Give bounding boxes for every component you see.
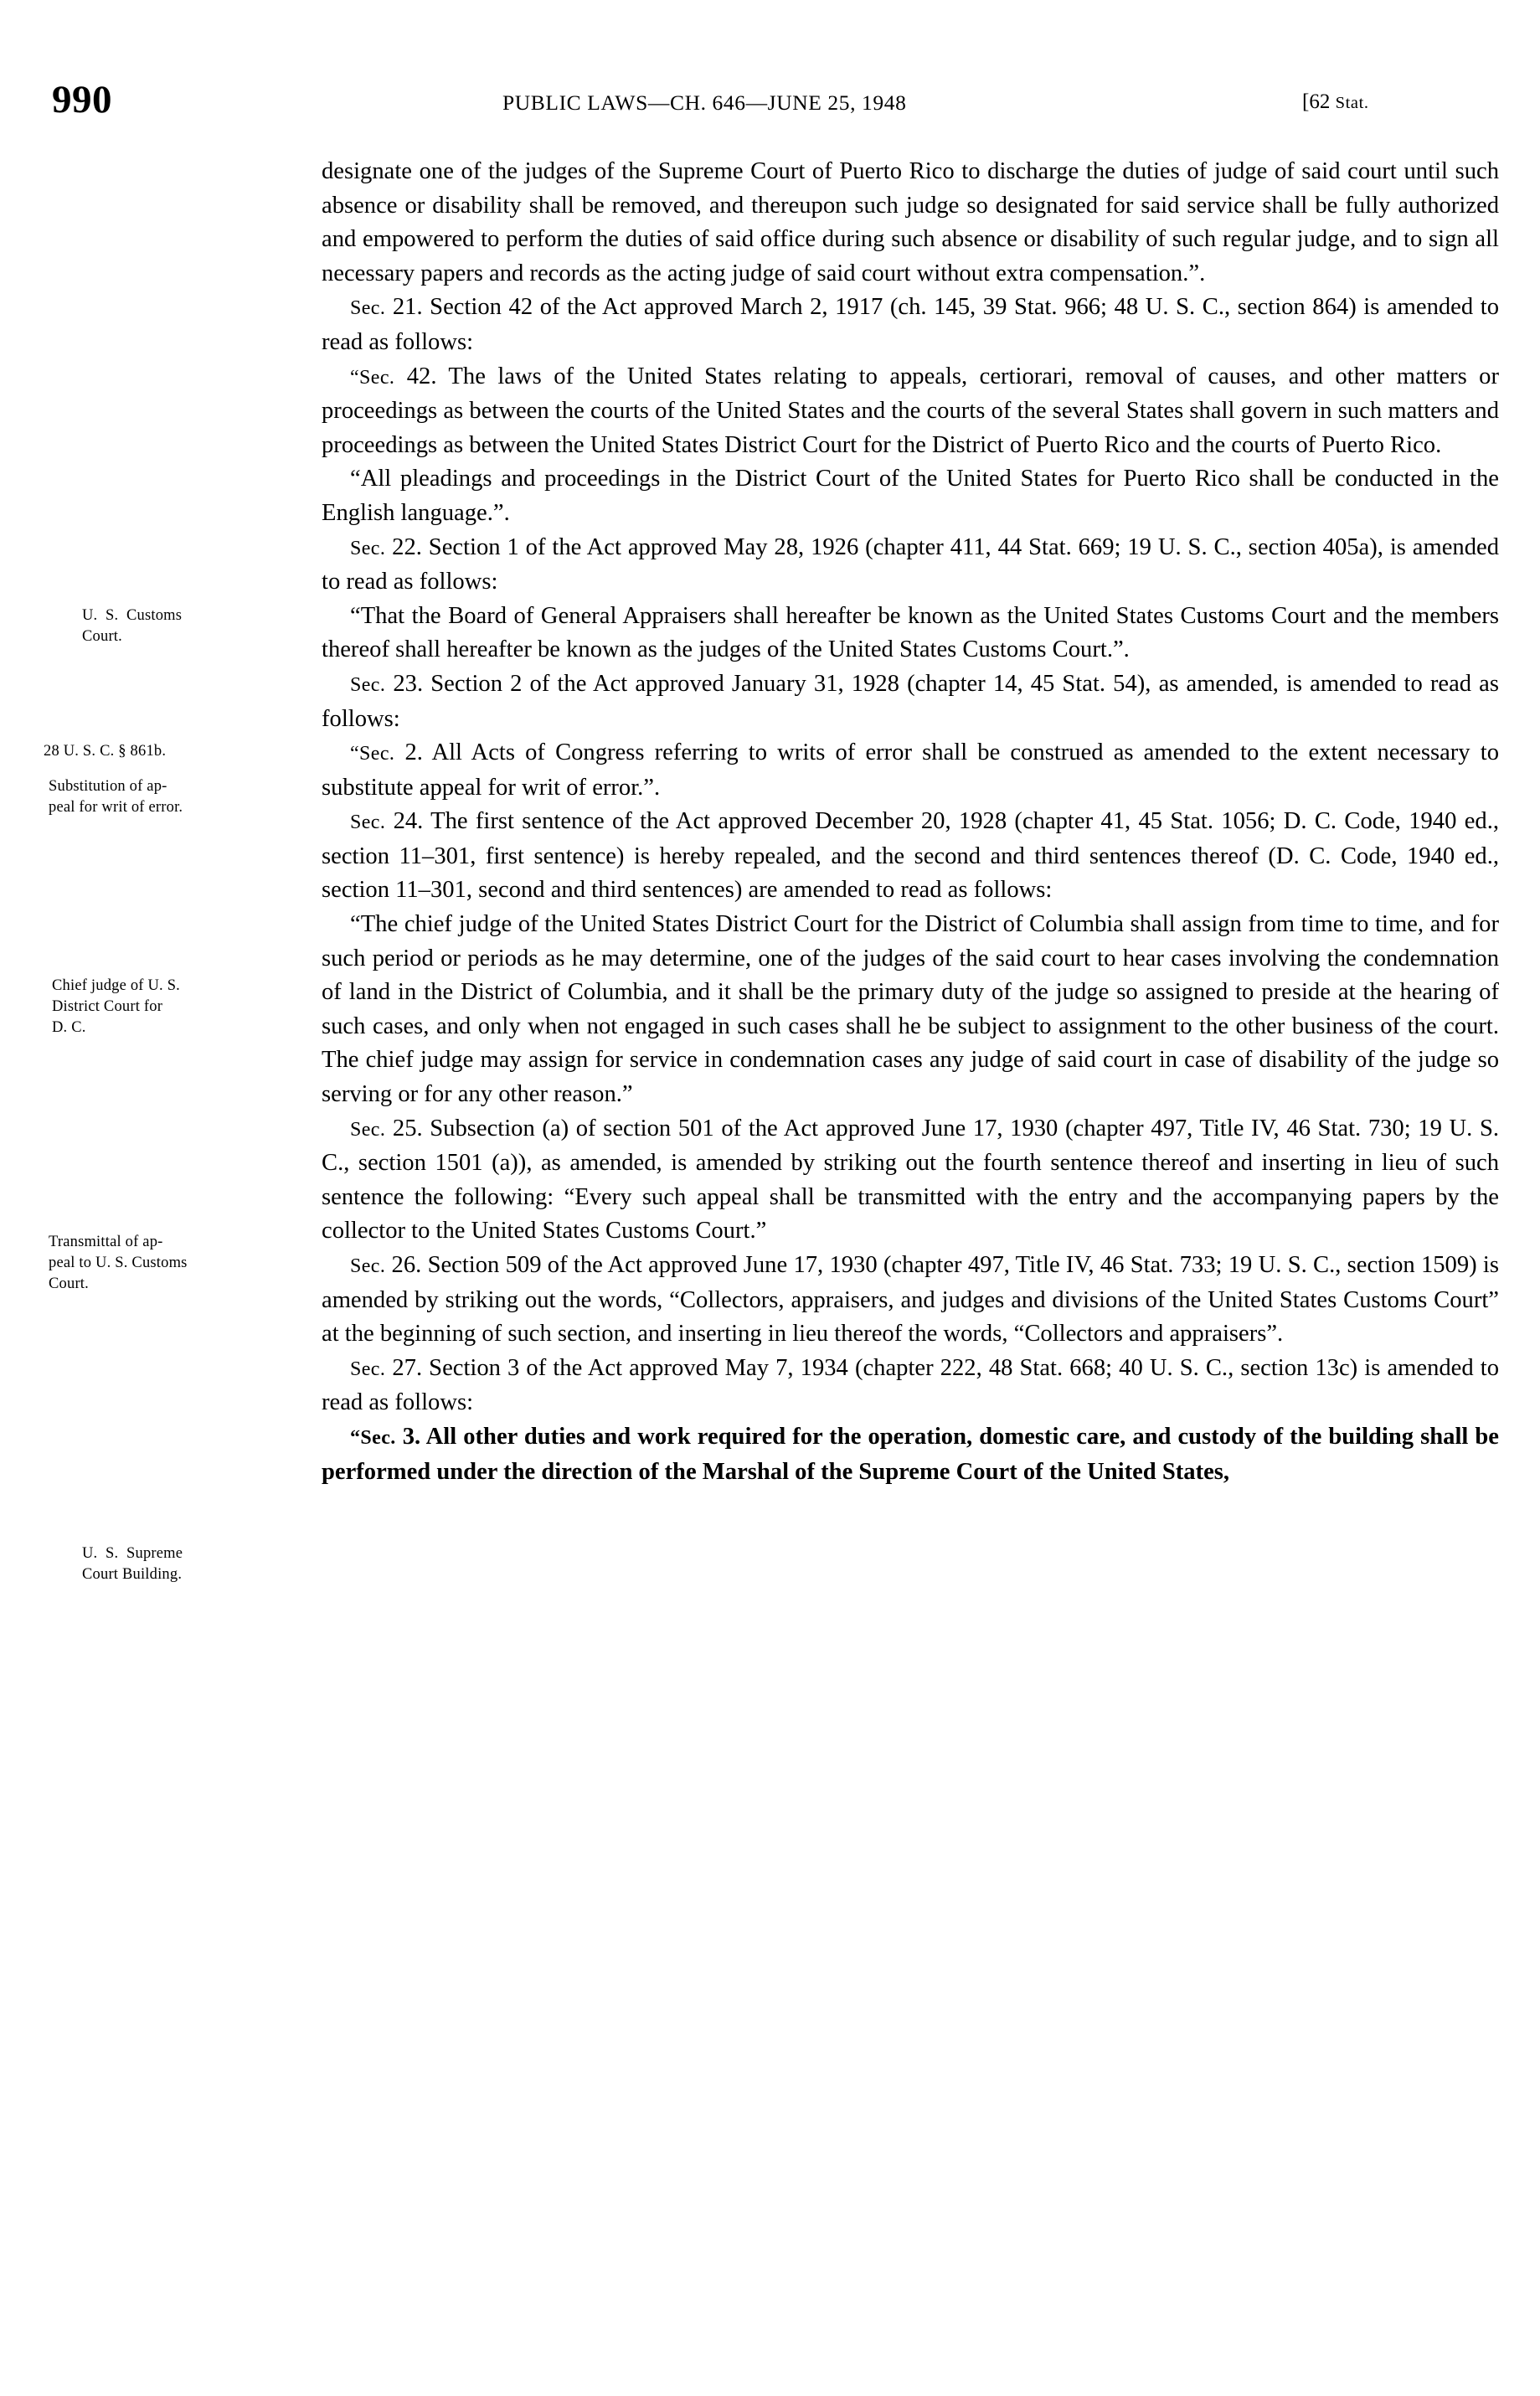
paragraph-sec-42-quote <box>322 360 1499 463</box>
section-label: Sec. <box>350 812 386 834</box>
running-head-text: PUBLIC LAWS—CH. 646—JUNE 25, 1948 <box>502 90 907 115</box>
sidenote-usc-citation <box>0 741 285 762</box>
paragraph-pleadings-english <box>322 462 1499 530</box>
section-label: Sec. <box>350 297 386 320</box>
paragraph-designate-judges <box>322 155 1499 291</box>
paragraph-text: 26. Section 509 of the Act approved June 17, 1930 (chapter 497, Title IV, 46 Stat. 733; 19 U. S. C., section 1509) is amended by striking out the words, “Collectors, appraisers, and judges and divisions of the United States Customs Court” at the beginning of such section, and inserting in lieu thereof the words, “Collectors and appraisers”. <box>322 1252 1499 1347</box>
paragraph-board-general-appraisers <box>322 600 1499 667</box>
paragraph-sec-26 <box>322 1249 1499 1352</box>
margin-note-line: Court Building. <box>82 1566 183 1583</box>
sidenote-substitution-of-appeal <box>0 776 285 818</box>
margin-note-line: Chief judge of U. S. <box>52 977 181 994</box>
paragraph-text: 23. Section 2 of the Act approved January 31, 1928 (chapter 14, 45 Stat. 54), as amended, is amended to read as follows: <box>322 670 1499 732</box>
margin-note-line: Court. <box>82 628 122 645</box>
running-head <box>502 90 906 116</box>
paragraph-text: “All pleadings and proceedings in the District Court of the United States for Puerto Rico shall be conducted in the English language.”. <box>322 466 1499 526</box>
page-header <box>0 77 1540 127</box>
sidenote-us-customs-court <box>0 605 285 647</box>
paragraph-text: 25. Subsection (a) of section 501 of the Act approved June 17, 1930 (chapter 497, Title IV, 46 Stat. 730; 19 U. S. C., section 1501 (a)), as amended, is amended by striking out the fourth sentence thereof and inserting in lieu of such sentence the following: “Every such appeal shall be transmitted with the entry and the accompanying papers by the collector to the United States Customs Court.” <box>322 1115 1499 1244</box>
paragraph-text: 24. The first sentence of the Act approved December 20, 1928 (chapter 41, 45 Stat. 1056; D. C. Code, 1940 ed., section 11–301, first sentence) is hereby repealed, and the second and third sentences thereof (D. C. Code, 1940 ed., section 11–301, second and third sentences) are amended to read as follows: <box>322 808 1499 904</box>
paragraph-text: designate one of the judges of the Supreme Court of Puerto Rico to discharge the duties of judge of said court until such absence or disability shall be removed, and thereupon such judge so designated for said service shall be fully authorized and empowered to perform the duties of said office during such absence or disability of such regular judge, and to sign all necessary papers and records as the acting judge of said court without extra compensation.”. <box>322 158 1499 286</box>
paragraph-chief-judge-condemnation <box>322 908 1499 1112</box>
paragraph-sec-2-quote <box>322 736 1499 805</box>
margin-note-line: U. S. Supreme <box>82 1545 183 1562</box>
paragraph-sec-3-quote <box>322 1420 1499 1489</box>
sidenote-transmittal-of-appeal <box>0 1232 285 1295</box>
section-label: Sec. <box>350 673 386 696</box>
section-label: “Sec. <box>350 1426 396 1449</box>
paragraph-text: 27. Section 3 of the Act approved May 7, 1934 (chapter 222, 48 Stat. 668; 40 U. S. C., section 13c) is amended to read as follows: <box>322 1354 1499 1416</box>
paragraph-sec-23 <box>322 667 1499 736</box>
paragraph-sec-21 <box>322 291 1499 359</box>
margin-note-line: 28 U. S. C. § 861b. <box>44 743 167 760</box>
margin-note-line: District Court for <box>52 998 163 1015</box>
section-label: Sec. <box>350 1358 386 1380</box>
paragraph-text: 3. All other duties and work required for the operation, domestic care, and custody of the building shall be performed under the direction of the Marshal of the Supreme Court of the United States, <box>322 1423 1499 1485</box>
paragraph-sec-25 <box>322 1112 1499 1249</box>
section-label: “Sec. <box>350 743 395 765</box>
margin-note-line: Transmittal of ap- <box>49 1234 163 1250</box>
section-label: Sec. <box>350 537 386 559</box>
margin-note-line: peal to U. S. Customs <box>49 1255 188 1271</box>
section-label: “Sec. <box>350 366 395 389</box>
paragraph-text: 2. All Acts of Congress referring to writs of error shall be construed as amended to the extent necessary to substitute appeal for writ of error.”. <box>322 739 1499 801</box>
sidenote-supreme-court-building <box>0 1543 285 1585</box>
paragraph-text: “That the Board of General Appraisers shall hereafter be known as the United States Customs Court and the members thereof shall hereafter be known as the judges of the United States Customs Court.”. <box>322 602 1499 663</box>
stat-ref-label: Stat. <box>1335 94 1369 112</box>
paragraph-text: “The chief judge of the United States District Court for the District of Columbia shall assign from time to time, and for such period or periods as he may determine, one of the judges of the said court to hear cases involving the condemnation of land in the District of Columbia, and it shall be the primary duty of the judge so assigned to preside at the hearing of such cases, and only when not engaged in such cases shall he be subject to assignment to the other business of the court. The chief judge may assign for service in condemnation cases any judge of said court in case of disability of the judge so serving or for any other reason.” <box>322 911 1499 1108</box>
sidenote-chief-judge-dc <box>0 976 285 1038</box>
page-number: 990 <box>52 78 112 121</box>
section-label: Sec. <box>350 1118 386 1141</box>
paragraph-sec-27 <box>322 1352 1499 1420</box>
paragraph-text: 21. Section 42 of the Act approved March 2, 1917 (ch. 145, 39 Stat. 966; 48 U. S. C., section 864) is amended to read as follows: <box>322 294 1499 355</box>
paragraph-sec-24 <box>322 805 1499 908</box>
margin-note-line: peal for writ of error. <box>49 799 183 816</box>
paragraph-text: 22. Section 1 of the Act approved May 28, 1926 (chapter 411, 44 Stat. 669; 19 U. S. C., section 405a), is amended to read as follows: <box>322 533 1499 595</box>
section-label: Sec. <box>350 1255 386 1277</box>
margin-note-line: U. S. Customs <box>82 607 183 624</box>
paragraph-text: 42. The laws of the United States relating to appeals, certiorari, removal of causes, and other matters or proceedings as between the courts of the United States and the courts of the several States shall govern in such matters and proceedings as between the United States District Court for the District of Puerto Rico and the courts of Puerto Rico. <box>322 363 1499 458</box>
body-text <box>322 155 1499 1489</box>
margin-note-line: D. C. <box>52 1019 86 1036</box>
paragraph-sec-22 <box>322 531 1499 600</box>
margin-note-line: Court. <box>49 1275 89 1292</box>
margin-note-line: Substitution of ap- <box>49 778 167 795</box>
stat-ref-prefix: [62 <box>1302 90 1336 113</box>
statute-reference <box>1302 90 1369 114</box>
